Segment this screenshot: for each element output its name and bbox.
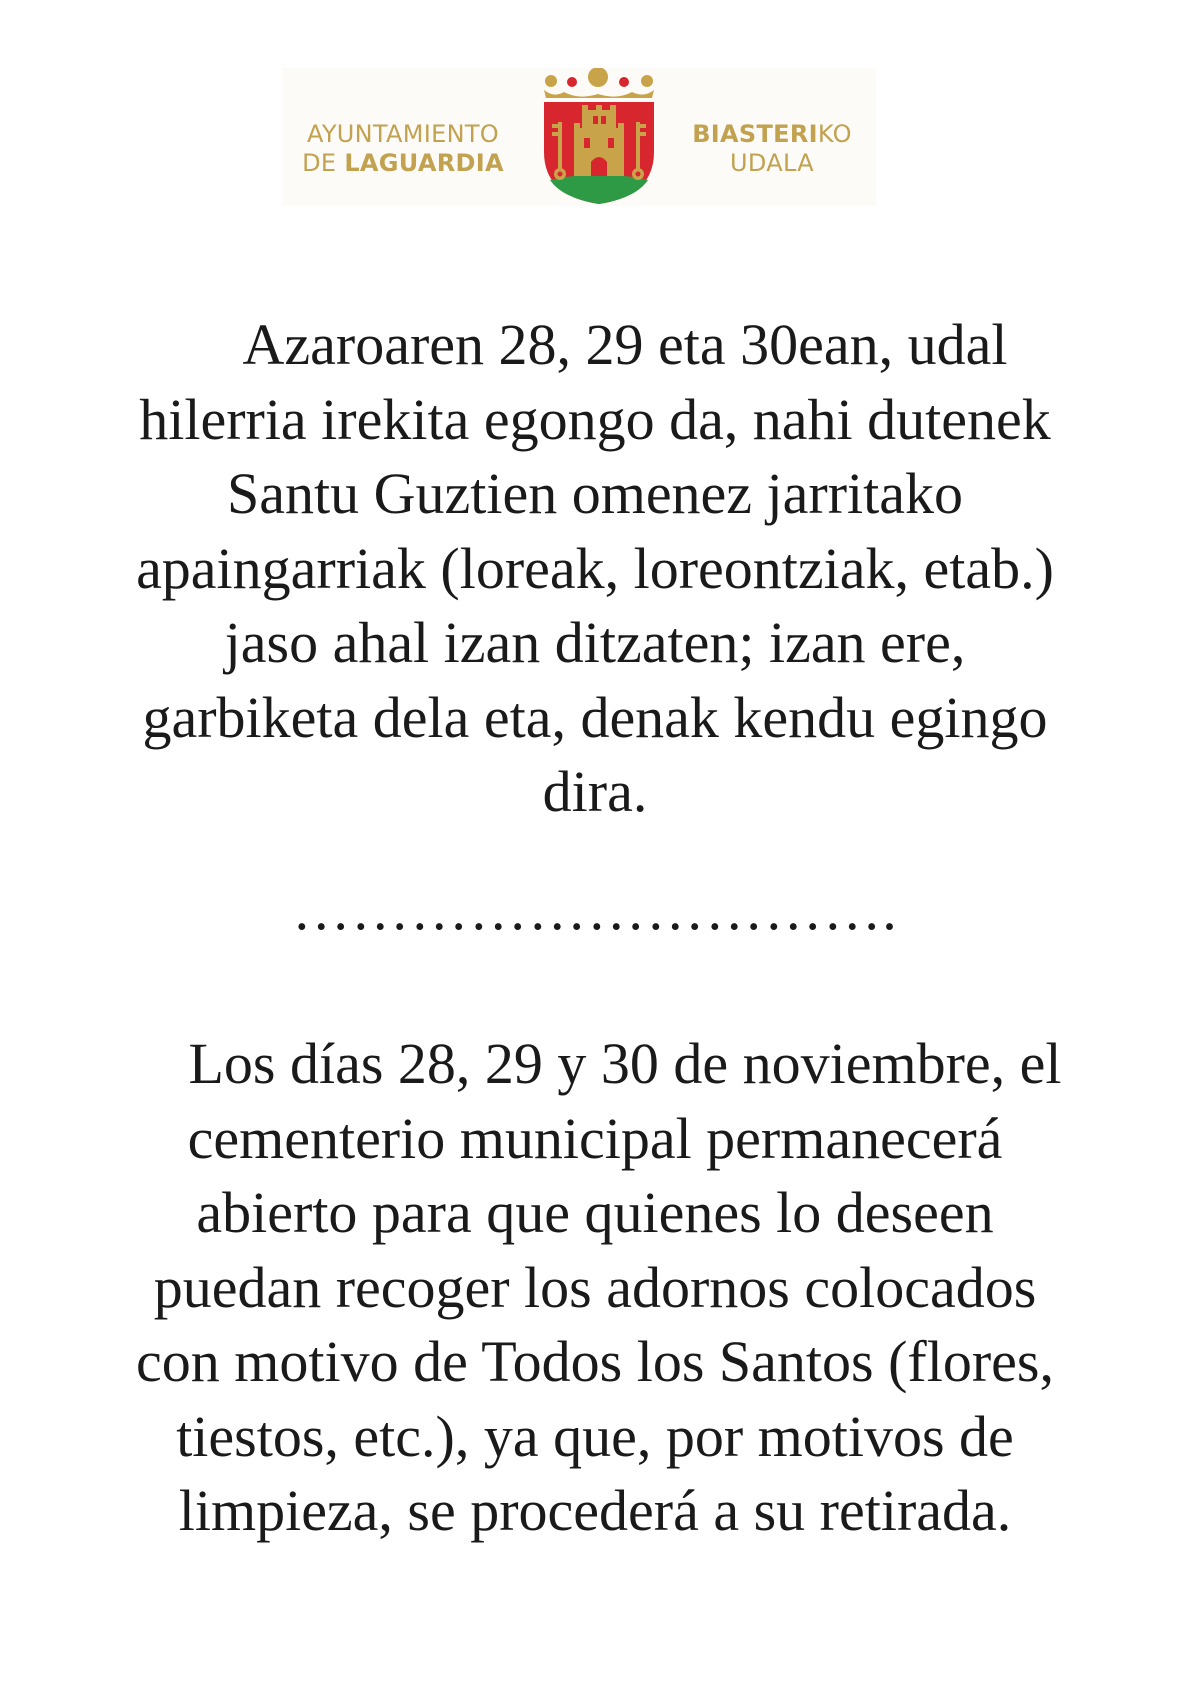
header-right-line1-bold: BIASTERI <box>692 120 818 148</box>
header-right-line2: UDALA <box>730 149 814 177</box>
notice-basque-line: jaso ahal izan ditzaten; izan ere, <box>224 610 966 675</box>
dotted-separator: …………………………. <box>292 877 898 942</box>
notice-basque-line: Santu Guztien omenez jarritako <box>226 461 964 526</box>
notice-basque-line: dira. <box>542 759 648 824</box>
municipal-header <box>282 68 876 206</box>
header-left-line1: AYUNTAMIENTO <box>306 120 499 148</box>
notice-spanish-line: con motivo de Todos los Santos (flores, <box>136 1329 1054 1394</box>
header-basque-name <box>680 120 864 178</box>
header-left-line2-prefix: DE <box>302 149 345 177</box>
notice-basque-line: garbiketa dela eta, denak kendu egingo <box>142 684 1048 750</box>
coat-of-arms-logo <box>534 68 664 206</box>
header-left-line2-bold: LAGUARDIA <box>344 149 504 177</box>
notice-basque <box>70 308 1120 830</box>
header-spanish-name <box>290 120 516 178</box>
notice-spanish-line: limpieza, se procederá a su retirada. <box>178 1478 1012 1543</box>
notice-basque-line: Azaroaren 28, 29 eta 30ean, udal <box>242 312 1008 377</box>
notice-basque-line: apaingarriak (loreak, loreontziak, etab.) <box>136 535 1054 601</box>
notice-spanish-line: cementerio municipal permanecerá <box>187 1105 1003 1171</box>
notice-spanish-line: tiestos, etc.), ya que, por motivos de <box>176 1403 1014 1469</box>
notice-spanish-line: puedan recoger los adornos colocados <box>153 1254 1037 1320</box>
notice-spanish-line: abierto para que quienes lo deseen <box>196 1180 994 1245</box>
header-right-line1-suffix: KO <box>817 120 852 148</box>
notice-basque-line: hilerria irekita egongo da, nahi dutenek <box>139 386 1051 452</box>
notice-spanish-line: Los días 28, 29 y 30 de noviembre, el <box>188 1031 1062 1096</box>
notice-spanish <box>70 1027 1120 1549</box>
